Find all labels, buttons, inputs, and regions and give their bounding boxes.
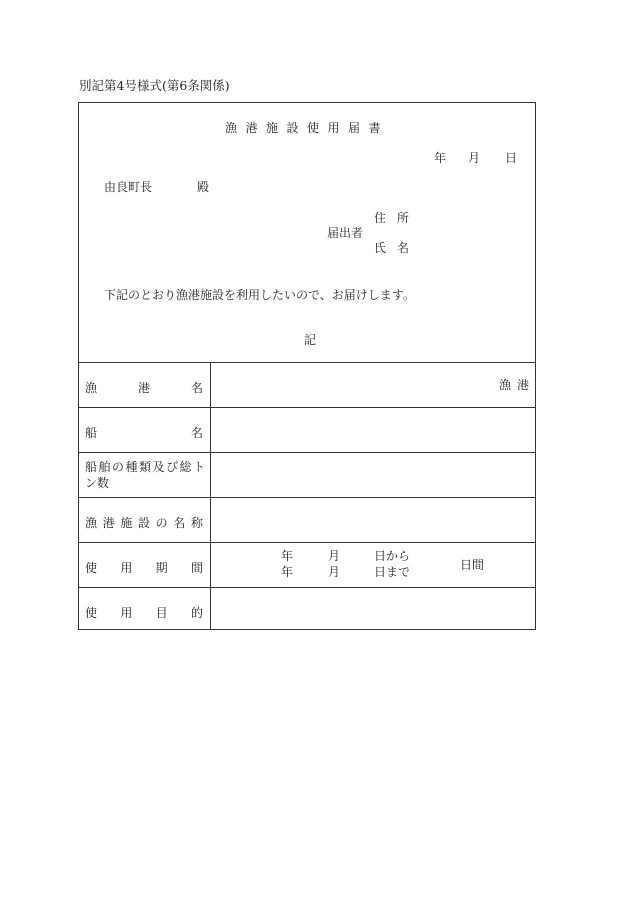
label-char: 港 <box>137 381 150 395</box>
port-name-label <box>85 379 203 396</box>
addressee-honorific: 殿 <box>197 180 210 194</box>
table-row-divider <box>79 587 535 588</box>
period-from-year: 年 <box>281 549 294 563</box>
period-from-day: 日から <box>374 549 411 563</box>
table-row-divider <box>79 407 535 408</box>
label-char: 用 <box>120 561 133 575</box>
table-row-divider <box>79 452 535 453</box>
label-char: 名 <box>173 516 186 530</box>
period-days-label: 日間 <box>460 558 485 572</box>
label-char: 設 <box>137 516 150 530</box>
period-to-month: 月 <box>328 565 341 579</box>
vessel-type-label-line2: ン数 <box>85 476 110 490</box>
period-from-month: 月 <box>328 549 341 563</box>
label-char: 間 <box>190 561 203 575</box>
period-to-year: 年 <box>281 565 294 579</box>
label-char: 漁 <box>85 516 98 530</box>
vessel-type-label-line1: 船舶の種類及び総ト <box>85 460 207 474</box>
purpose-label <box>85 604 203 621</box>
suffix-char: 漁 <box>499 378 512 392</box>
address-label-char-2: 所 <box>397 211 410 225</box>
label-char: 漁 <box>85 381 98 395</box>
ship-name-label <box>85 424 203 441</box>
label-char: 使 <box>85 606 98 620</box>
label-char: 名 <box>190 381 203 395</box>
label-char: 称 <box>190 516 203 530</box>
label-char: 期 <box>155 561 168 575</box>
name-label-char-1: 氏 <box>374 241 387 255</box>
label-char: 用 <box>120 606 133 620</box>
label-char: 使 <box>85 561 98 575</box>
label-char: の <box>155 516 168 530</box>
ki-heading: 記 <box>304 333 317 347</box>
period-label <box>85 559 203 576</box>
table-row-divider <box>79 497 535 498</box>
table-column-divider <box>210 362 211 629</box>
date-day-label: 日 <box>505 151 518 165</box>
statement-text: 下記のとおり漁港施設を利用したいので、お届けします。 <box>104 288 415 302</box>
address-label-char-1: 住 <box>374 211 387 225</box>
form-title: 漁港施設使用届書 <box>224 121 389 135</box>
table-row-divider <box>79 542 535 543</box>
form-number-label: 別記第4号様式(第6条関係) <box>79 78 230 93</box>
name-label-char-2: 名 <box>397 241 410 255</box>
addressee-name: 由良町長 <box>104 180 153 194</box>
label-char: 船 <box>85 426 98 440</box>
table-top-rule <box>79 362 535 363</box>
period-to-day: 日まで <box>374 565 411 579</box>
label-char: 的 <box>190 606 203 620</box>
label-char: 施 <box>120 516 133 530</box>
label-char: 名 <box>190 426 203 440</box>
facility-name-label <box>85 514 203 531</box>
date-year-label: 年 <box>434 151 447 165</box>
label-char: 目 <box>155 606 168 620</box>
submitter-label: 届出者 <box>327 226 364 240</box>
suffix-char: 港 <box>517 378 530 392</box>
port-name-suffix <box>499 379 529 391</box>
label-char: 港 <box>102 516 115 530</box>
form-box <box>78 102 536 630</box>
date-month-label: 月 <box>468 151 481 165</box>
